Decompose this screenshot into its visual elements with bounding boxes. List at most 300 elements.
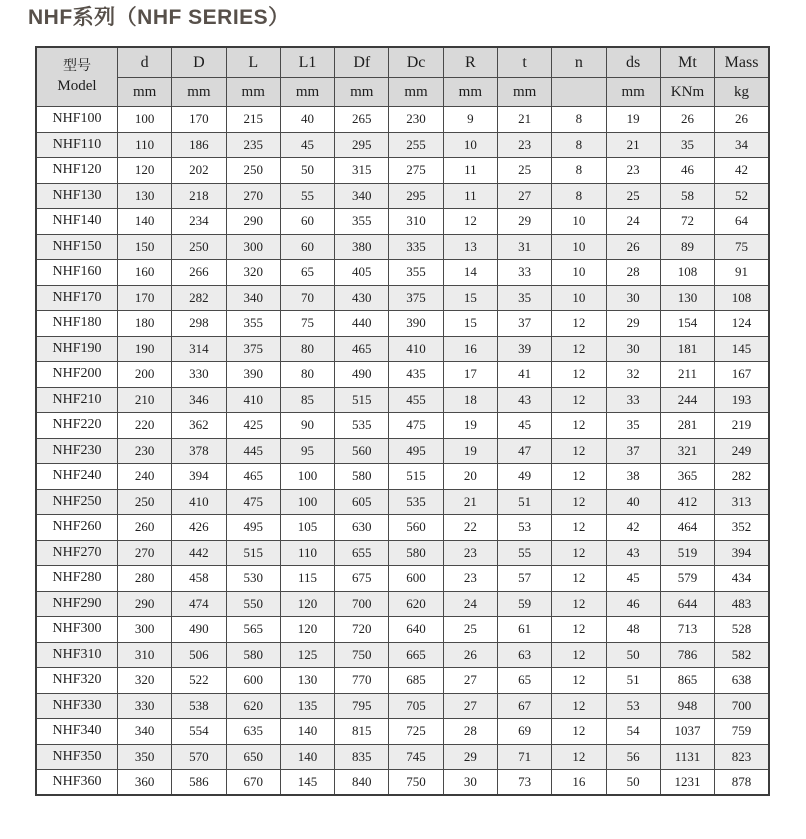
value-cell: 835 xyxy=(335,744,389,770)
value-cell: 330 xyxy=(118,693,172,719)
value-cell: 37 xyxy=(497,311,551,337)
value-cell: 75 xyxy=(280,311,334,337)
model-cell: NHF200 xyxy=(36,362,118,388)
value-cell: 85 xyxy=(280,387,334,413)
value-cell: 464 xyxy=(660,515,714,541)
header-label-row xyxy=(36,47,769,78)
value-cell: 70 xyxy=(280,285,334,311)
value-cell: 605 xyxy=(335,489,389,515)
value-cell: 140 xyxy=(118,209,172,235)
model-cell: NHF140 xyxy=(36,209,118,235)
value-cell: 350 xyxy=(118,744,172,770)
value-cell: 440 xyxy=(335,311,389,337)
value-cell: 465 xyxy=(335,336,389,362)
value-cell: 586 xyxy=(172,770,226,796)
table-row xyxy=(36,566,769,592)
model-cell: NHF340 xyxy=(36,719,118,745)
value-cell: 435 xyxy=(389,362,443,388)
table-row xyxy=(36,693,769,719)
column-header-df: Df xyxy=(335,47,389,78)
value-cell: 145 xyxy=(715,336,769,362)
table-row xyxy=(36,234,769,260)
value-cell: 26 xyxy=(606,234,660,260)
value-cell: 135 xyxy=(280,693,334,719)
table-row xyxy=(36,642,769,668)
table-body xyxy=(36,107,769,796)
value-cell: 315 xyxy=(335,158,389,184)
value-cell: 530 xyxy=(226,566,280,592)
value-cell: 18 xyxy=(443,387,497,413)
model-cell: NHF280 xyxy=(36,566,118,592)
value-cell: 565 xyxy=(226,617,280,643)
model-cell: NHF240 xyxy=(36,464,118,490)
model-cell: NHF100 xyxy=(36,107,118,133)
value-cell: 12 xyxy=(552,489,606,515)
value-cell: 1131 xyxy=(660,744,714,770)
column-header-d: d xyxy=(118,47,172,78)
model-cell: NHF120 xyxy=(36,158,118,184)
value-cell: 160 xyxy=(118,260,172,286)
value-cell: 380 xyxy=(335,234,389,260)
value-cell: 22 xyxy=(443,515,497,541)
table-row xyxy=(36,489,769,515)
value-cell: 190 xyxy=(118,336,172,362)
value-cell: 10 xyxy=(552,209,606,235)
value-cell: 63 xyxy=(497,642,551,668)
value-cell: 67 xyxy=(497,693,551,719)
value-cell: 215 xyxy=(226,107,280,133)
table-row xyxy=(36,617,769,643)
value-cell: 108 xyxy=(715,285,769,311)
value-cell: 340 xyxy=(226,285,280,311)
value-cell: 53 xyxy=(606,693,660,719)
table-row xyxy=(36,744,769,770)
value-cell: 26 xyxy=(660,107,714,133)
value-cell: 16 xyxy=(443,336,497,362)
value-cell: 365 xyxy=(660,464,714,490)
value-cell: 61 xyxy=(497,617,551,643)
value-cell: 219 xyxy=(715,413,769,439)
value-cell: 30 xyxy=(606,336,660,362)
value-cell: 519 xyxy=(660,540,714,566)
column-header-l: L xyxy=(226,47,280,78)
value-cell: 362 xyxy=(172,413,226,439)
value-cell: 124 xyxy=(715,311,769,337)
column-header-mass: Mass xyxy=(715,47,769,78)
value-cell: 33 xyxy=(497,260,551,286)
column-unit-n xyxy=(552,78,606,107)
value-cell: 29 xyxy=(497,209,551,235)
table-row xyxy=(36,668,769,694)
value-cell: 12 xyxy=(552,438,606,464)
value-cell: 685 xyxy=(389,668,443,694)
model-cell: NHF360 xyxy=(36,770,118,796)
column-unit-l1: mm xyxy=(280,78,334,107)
value-cell: 445 xyxy=(226,438,280,464)
value-cell: 442 xyxy=(172,540,226,566)
value-cell: 23 xyxy=(443,540,497,566)
value-cell: 795 xyxy=(335,693,389,719)
model-cell: NHF260 xyxy=(36,515,118,541)
value-cell: 230 xyxy=(389,107,443,133)
value-cell: 314 xyxy=(172,336,226,362)
value-cell: 260 xyxy=(118,515,172,541)
value-cell: 41 xyxy=(497,362,551,388)
value-cell: 282 xyxy=(715,464,769,490)
value-cell: 23 xyxy=(443,566,497,592)
value-cell: 550 xyxy=(226,591,280,617)
value-cell: 725 xyxy=(389,719,443,745)
value-cell: 42 xyxy=(715,158,769,184)
value-cell: 45 xyxy=(606,566,660,592)
column-header-model xyxy=(36,47,118,107)
value-cell: 65 xyxy=(497,668,551,694)
value-cell: 125 xyxy=(280,642,334,668)
column-header-mt: Mt xyxy=(660,47,714,78)
value-cell: 28 xyxy=(606,260,660,286)
model-cell: NHF160 xyxy=(36,260,118,286)
value-cell: 110 xyxy=(118,132,172,158)
value-cell: 105 xyxy=(280,515,334,541)
value-cell: 13 xyxy=(443,234,497,260)
value-cell: 235 xyxy=(226,132,280,158)
value-cell: 295 xyxy=(335,132,389,158)
value-cell: 240 xyxy=(118,464,172,490)
value-cell: 75 xyxy=(715,234,769,260)
column-unit-df: mm xyxy=(335,78,389,107)
column-header-r: R xyxy=(443,47,497,78)
value-cell: 186 xyxy=(172,132,226,158)
value-cell: 640 xyxy=(389,617,443,643)
value-cell: 346 xyxy=(172,387,226,413)
value-cell: 360 xyxy=(118,770,172,796)
model-cell: NHF310 xyxy=(36,642,118,668)
value-cell: 210 xyxy=(118,387,172,413)
value-cell: 390 xyxy=(389,311,443,337)
value-cell: 181 xyxy=(660,336,714,362)
value-cell: 8 xyxy=(552,107,606,133)
value-cell: 580 xyxy=(335,464,389,490)
value-cell: 12 xyxy=(552,515,606,541)
value-cell: 815 xyxy=(335,719,389,745)
value-cell: 12 xyxy=(552,591,606,617)
column-unit-d: mm xyxy=(118,78,172,107)
value-cell: 638 xyxy=(715,668,769,694)
value-cell: 140 xyxy=(280,744,334,770)
value-cell: 20 xyxy=(443,464,497,490)
value-cell: 290 xyxy=(118,591,172,617)
model-cell: NHF180 xyxy=(36,311,118,337)
nhf-series-spec-table xyxy=(35,46,770,796)
value-cell: 12 xyxy=(552,617,606,643)
value-cell: 29 xyxy=(443,744,497,770)
value-cell: 465 xyxy=(226,464,280,490)
model-cell: NHF330 xyxy=(36,693,118,719)
value-cell: 43 xyxy=(606,540,660,566)
value-cell: 211 xyxy=(660,362,714,388)
value-cell: 394 xyxy=(715,540,769,566)
value-cell: 745 xyxy=(389,744,443,770)
value-cell: 270 xyxy=(226,183,280,209)
value-cell: 27 xyxy=(497,183,551,209)
value-cell: 167 xyxy=(715,362,769,388)
value-cell: 154 xyxy=(660,311,714,337)
value-cell: 320 xyxy=(226,260,280,286)
value-cell: 17 xyxy=(443,362,497,388)
value-cell: 310 xyxy=(118,642,172,668)
value-cell: 200 xyxy=(118,362,172,388)
value-cell: 10 xyxy=(443,132,497,158)
value-cell: 23 xyxy=(606,158,660,184)
value-cell: 12 xyxy=(552,642,606,668)
value-cell: 27 xyxy=(443,693,497,719)
value-cell: 515 xyxy=(335,387,389,413)
value-cell: 59 xyxy=(497,591,551,617)
table-row xyxy=(36,336,769,362)
value-cell: 375 xyxy=(389,285,443,311)
value-cell: 705 xyxy=(389,693,443,719)
value-cell: 635 xyxy=(226,719,280,745)
value-cell: 15 xyxy=(443,285,497,311)
model-cell: NHF230 xyxy=(36,438,118,464)
value-cell: 538 xyxy=(172,693,226,719)
value-cell: 24 xyxy=(443,591,497,617)
value-cell: 19 xyxy=(443,413,497,439)
value-cell: 12 xyxy=(552,719,606,745)
value-cell: 50 xyxy=(280,158,334,184)
value-cell: 1231 xyxy=(660,770,714,796)
value-cell: 21 xyxy=(606,132,660,158)
value-cell: 330 xyxy=(172,362,226,388)
value-cell: 280 xyxy=(118,566,172,592)
column-unit-dc: mm xyxy=(389,78,443,107)
value-cell: 515 xyxy=(389,464,443,490)
value-cell: 282 xyxy=(172,285,226,311)
value-cell: 32 xyxy=(606,362,660,388)
value-cell: 11 xyxy=(443,158,497,184)
model-cell: NHF300 xyxy=(36,617,118,643)
value-cell: 130 xyxy=(660,285,714,311)
value-cell: 425 xyxy=(226,413,280,439)
value-cell: 675 xyxy=(335,566,389,592)
value-cell: 490 xyxy=(335,362,389,388)
value-cell: 26 xyxy=(715,107,769,133)
value-cell: 10 xyxy=(552,234,606,260)
value-cell: 249 xyxy=(715,438,769,464)
value-cell: 180 xyxy=(118,311,172,337)
value-cell: 234 xyxy=(172,209,226,235)
value-cell: 130 xyxy=(118,183,172,209)
value-cell: 25 xyxy=(497,158,551,184)
value-cell: 455 xyxy=(389,387,443,413)
page-title: NHF系列（NHF SERIES） xyxy=(28,6,290,29)
value-cell: 29 xyxy=(606,311,660,337)
value-cell: 150 xyxy=(118,234,172,260)
value-cell: 170 xyxy=(172,107,226,133)
value-cell: 12 xyxy=(552,540,606,566)
value-cell: 490 xyxy=(172,617,226,643)
value-cell: 40 xyxy=(606,489,660,515)
value-cell: 55 xyxy=(497,540,551,566)
value-cell: 37 xyxy=(606,438,660,464)
table-row xyxy=(36,464,769,490)
value-cell: 410 xyxy=(389,336,443,362)
value-cell: 12 xyxy=(552,693,606,719)
value-cell: 34 xyxy=(715,132,769,158)
value-cell: 115 xyxy=(280,566,334,592)
value-cell: 320 xyxy=(118,668,172,694)
value-cell: 412 xyxy=(660,489,714,515)
value-cell: 9 xyxy=(443,107,497,133)
value-cell: 8 xyxy=(552,158,606,184)
value-cell: 290 xyxy=(226,209,280,235)
value-cell: 80 xyxy=(280,336,334,362)
value-cell: 60 xyxy=(280,209,334,235)
value-cell: 50 xyxy=(606,770,660,796)
value-cell: 620 xyxy=(389,591,443,617)
value-cell: 600 xyxy=(226,668,280,694)
table-row xyxy=(36,438,769,464)
value-cell: 21 xyxy=(497,107,551,133)
value-cell: 700 xyxy=(335,591,389,617)
value-cell: 33 xyxy=(606,387,660,413)
value-cell: 12 xyxy=(552,387,606,413)
value-cell: 16 xyxy=(552,770,606,796)
value-cell: 71 xyxy=(497,744,551,770)
value-cell: 42 xyxy=(606,515,660,541)
value-cell: 630 xyxy=(335,515,389,541)
value-cell: 11 xyxy=(443,183,497,209)
value-cell: 295 xyxy=(389,183,443,209)
value-cell: 120 xyxy=(280,591,334,617)
value-cell: 230 xyxy=(118,438,172,464)
value-cell: 713 xyxy=(660,617,714,643)
value-cell: 30 xyxy=(606,285,660,311)
value-cell: 535 xyxy=(389,489,443,515)
value-cell: 528 xyxy=(715,617,769,643)
value-cell: 90 xyxy=(280,413,334,439)
value-cell: 865 xyxy=(660,668,714,694)
value-cell: 434 xyxy=(715,566,769,592)
value-cell: 281 xyxy=(660,413,714,439)
column-unit-d: mm xyxy=(172,78,226,107)
value-cell: 270 xyxy=(118,540,172,566)
value-cell: 474 xyxy=(172,591,226,617)
value-cell: 48 xyxy=(606,617,660,643)
value-cell: 12 xyxy=(552,566,606,592)
value-cell: 12 xyxy=(552,362,606,388)
value-cell: 265 xyxy=(335,107,389,133)
value-cell: 355 xyxy=(389,260,443,286)
value-cell: 244 xyxy=(660,387,714,413)
value-cell: 665 xyxy=(389,642,443,668)
value-cell: 108 xyxy=(660,260,714,286)
value-cell: 49 xyxy=(497,464,551,490)
value-cell: 700 xyxy=(715,693,769,719)
value-cell: 12 xyxy=(552,336,606,362)
model-cell: NHF130 xyxy=(36,183,118,209)
value-cell: 145 xyxy=(280,770,334,796)
value-cell: 458 xyxy=(172,566,226,592)
column-header-dc: Dc xyxy=(389,47,443,78)
model-cell: NHF110 xyxy=(36,132,118,158)
value-cell: 335 xyxy=(389,234,443,260)
value-cell: 120 xyxy=(118,158,172,184)
table-row xyxy=(36,362,769,388)
column-unit-ds: mm xyxy=(606,78,660,107)
table-row xyxy=(36,770,769,796)
value-cell: 426 xyxy=(172,515,226,541)
value-cell: 27 xyxy=(443,668,497,694)
value-cell: 786 xyxy=(660,642,714,668)
value-cell: 506 xyxy=(172,642,226,668)
value-cell: 475 xyxy=(389,413,443,439)
table-row xyxy=(36,413,769,439)
value-cell: 355 xyxy=(335,209,389,235)
value-cell: 620 xyxy=(226,693,280,719)
value-cell: 8 xyxy=(552,183,606,209)
value-cell: 120 xyxy=(280,617,334,643)
value-cell: 300 xyxy=(226,234,280,260)
column-header-t: t xyxy=(497,47,551,78)
column-unit-mass: kg xyxy=(715,78,769,107)
value-cell: 19 xyxy=(443,438,497,464)
value-cell: 560 xyxy=(389,515,443,541)
value-cell: 91 xyxy=(715,260,769,286)
value-cell: 39 xyxy=(497,336,551,362)
value-cell: 54 xyxy=(606,719,660,745)
table-row xyxy=(36,311,769,337)
value-cell: 750 xyxy=(335,642,389,668)
value-cell: 15 xyxy=(443,311,497,337)
column-header-ds: ds xyxy=(606,47,660,78)
table-row xyxy=(36,387,769,413)
value-cell: 670 xyxy=(226,770,280,796)
value-cell: 80 xyxy=(280,362,334,388)
value-cell: 579 xyxy=(660,566,714,592)
value-cell: 410 xyxy=(226,387,280,413)
value-cell: 352 xyxy=(715,515,769,541)
column-header-n: n xyxy=(552,47,606,78)
value-cell: 193 xyxy=(715,387,769,413)
column-unit-l: mm xyxy=(226,78,280,107)
value-cell: 45 xyxy=(497,413,551,439)
value-cell: 89 xyxy=(660,234,714,260)
value-cell: 25 xyxy=(606,183,660,209)
value-cell: 515 xyxy=(226,540,280,566)
table-header xyxy=(36,47,769,107)
value-cell: 580 xyxy=(389,540,443,566)
value-cell: 35 xyxy=(497,285,551,311)
value-cell: 25 xyxy=(443,617,497,643)
value-cell: 28 xyxy=(443,719,497,745)
value-cell: 298 xyxy=(172,311,226,337)
value-cell: 202 xyxy=(172,158,226,184)
value-cell: 720 xyxy=(335,617,389,643)
value-cell: 535 xyxy=(335,413,389,439)
value-cell: 1037 xyxy=(660,719,714,745)
value-cell: 600 xyxy=(389,566,443,592)
value-cell: 46 xyxy=(660,158,714,184)
value-cell: 390 xyxy=(226,362,280,388)
value-cell: 23 xyxy=(497,132,551,158)
value-cell: 100 xyxy=(280,464,334,490)
model-cell: NHF190 xyxy=(36,336,118,362)
value-cell: 823 xyxy=(715,744,769,770)
value-cell: 10 xyxy=(552,260,606,286)
value-cell: 53 xyxy=(497,515,551,541)
table-row xyxy=(36,515,769,541)
